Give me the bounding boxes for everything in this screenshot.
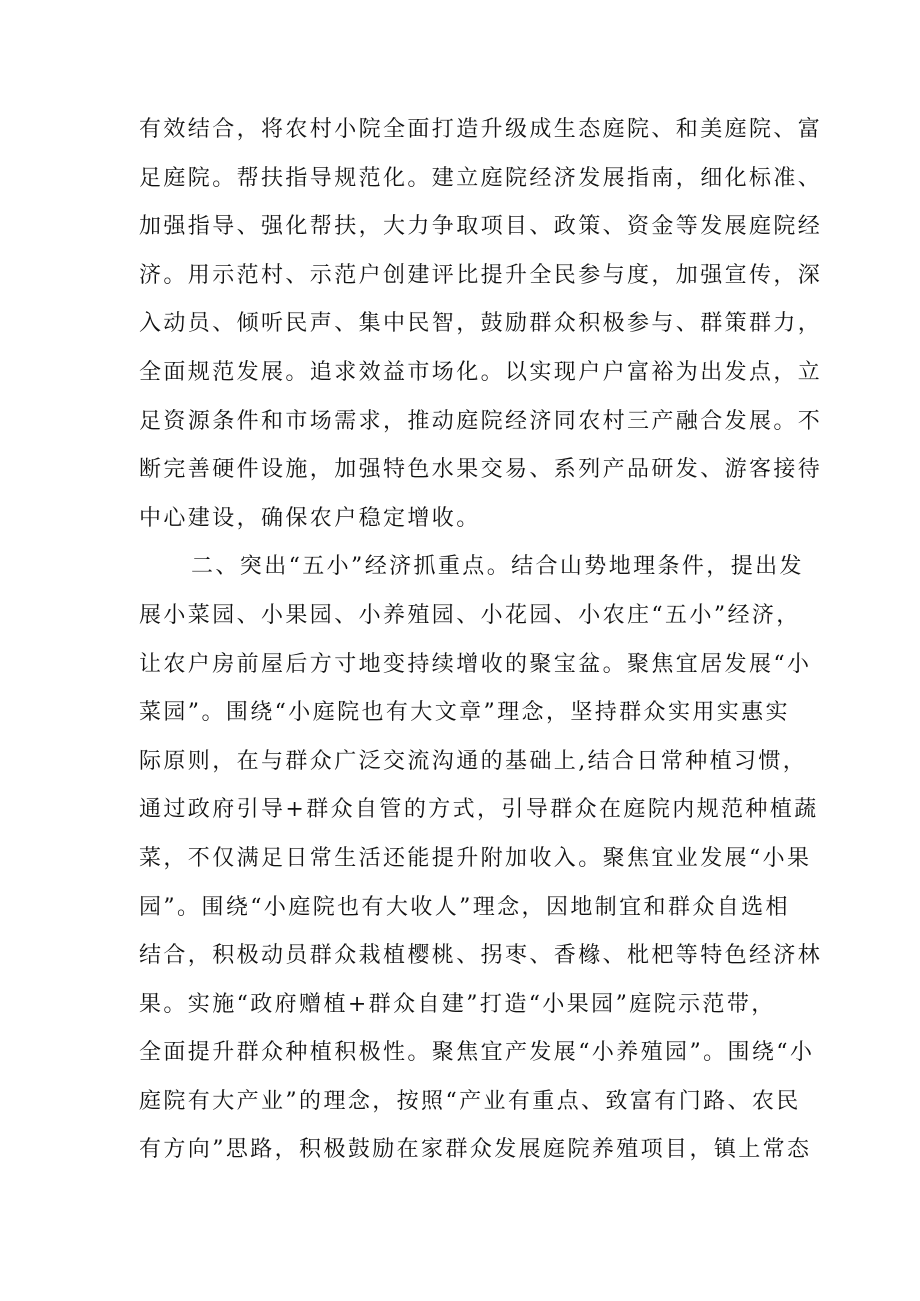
text-line: 足资源条件和市场需求，推动庭院经济同农村三产融合发展。不 [139, 408, 823, 434]
text-line: 有方向”思路，积极鼓励在家群众发展庭院养殖项目，镇上常态 [139, 1137, 812, 1163]
text-line: 通过政府引导+群众自管的方式，引导群众在庭院内规范种植蔬 [139, 797, 819, 823]
text-line: 加强指导、强化帮扶，大力争取项目、政策、资金等发展庭院经 [139, 214, 823, 240]
text-line: 断完善硬件设施，加强特色水果交易、系列产品研发、游客接待 [139, 457, 823, 483]
text-line: 展小菜园、小果园、小养殖园、小花园、小农庄“五小”经济， [139, 602, 801, 628]
text-line: 济。用示范村、示范户创建评比提升全民参与度，加强宣传，深 [139, 262, 823, 288]
text-line: 足庭院。帮扶指导规范化。建立庭院经济发展指南，细化标准、 [139, 165, 823, 191]
text-line: 中心建设，确保农户稳定增收。 [139, 505, 481, 531]
text-line: 际原则，在与群众广泛交流沟通的基础上,结合日常种植习惯， [139, 748, 808, 774]
section-heading-line: 二、突出“五小”经济抓重点。结合山势地理条件，提出发 [191, 554, 804, 580]
text-line: 菜园”。围绕“小庭院也有大文章”理念，坚持群众实用实惠实 [139, 700, 790, 726]
text-line: 全面规范发展。追求效益市场化。以实现户户富裕为出发点，立 [139, 359, 823, 385]
text-line: 结合，积极动员群众栽植樱桃、拐枣、香橼、枇杷等特色经济林 [139, 943, 823, 969]
text-line: 入动员、倾听民声、集中民智，鼓励群众积极参与、群策群力， [139, 311, 823, 337]
text-line: 园”。围绕“小庭院也有大收人”理念，因地制宜和群众自选相 [139, 894, 790, 920]
text-line: 果。实施“政府赠植+群众自建”打造“小果园”庭院示范带， [139, 991, 776, 1017]
text-line: 全面提升群众种植积极性。聚焦宜产发展“小养殖园”。围绕“小 [139, 1040, 815, 1066]
text-line: 让农户房前屋后方寸地变持续增收的聚宝盆。聚焦宜居发展“小 [139, 651, 812, 677]
text-line: 庭院有大产业”的理念，按照“产业有重点、致富有门路、农民 [139, 1088, 801, 1114]
document-body [139, 106, 823, 1175]
text-line: 有效结合，将农村小院全面打造升级成生态庭院、和美庭院、富 [139, 117, 823, 142]
text-line: 菜，不仅满足日常生活还能提升附加收入。聚焦宜业发展“小果 [139, 845, 812, 871]
